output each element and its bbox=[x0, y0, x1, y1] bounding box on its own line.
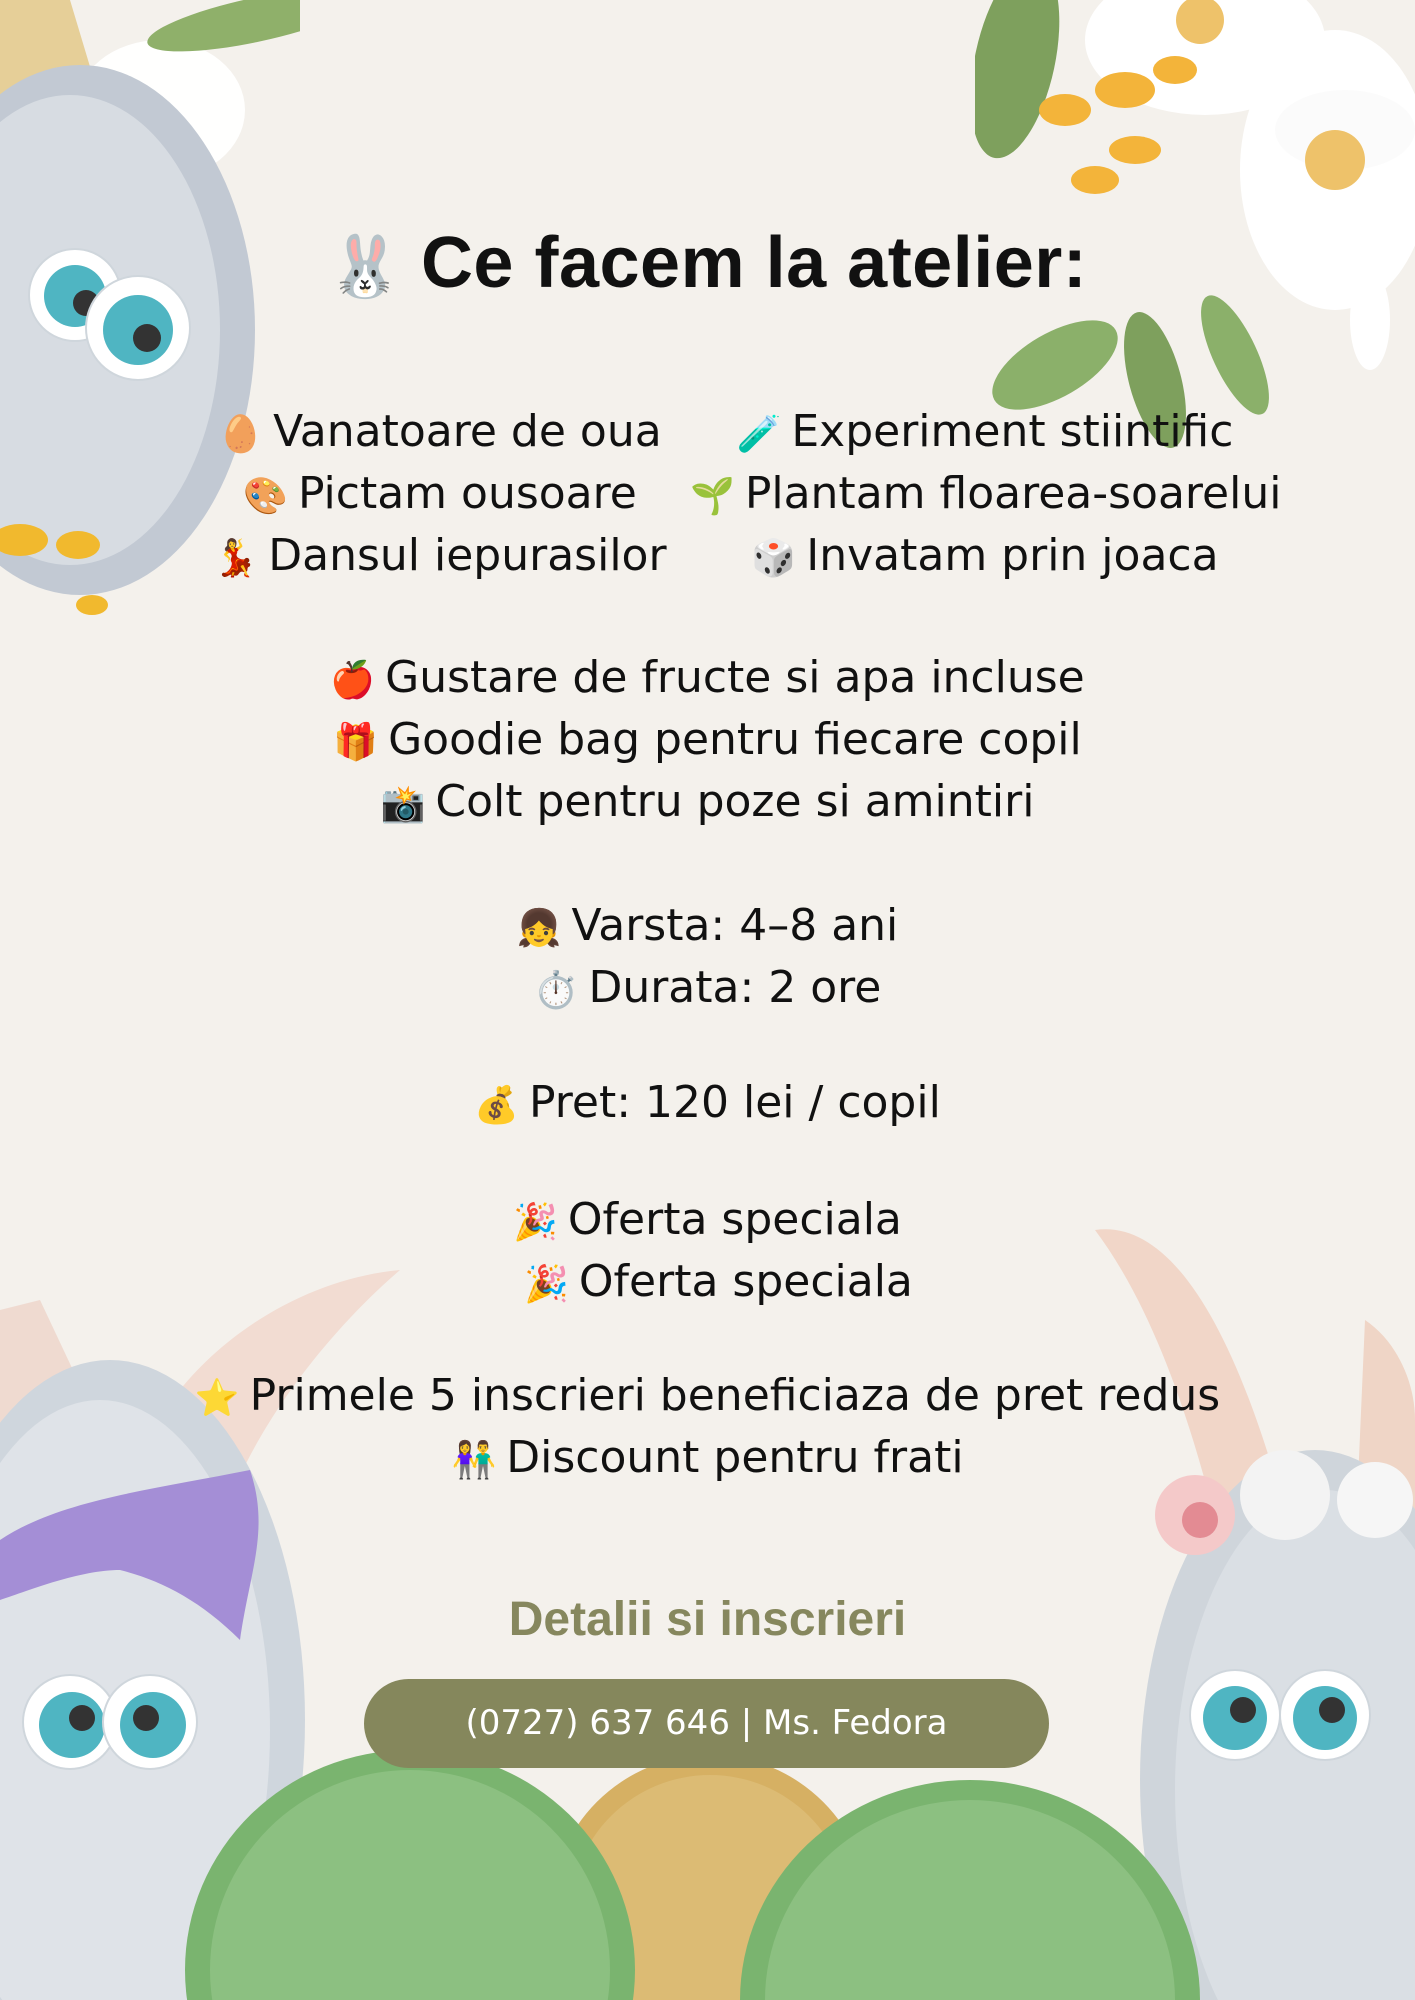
list-item-text: Oferta speciala bbox=[578, 1256, 913, 1307]
age-info bbox=[0, 896, 1415, 958]
list-item bbox=[0, 648, 1415, 710]
cta-heading: Detalii si inscrieri bbox=[508, 1593, 907, 1646]
list-item bbox=[690, 526, 1280, 588]
girl-icon: 👧 bbox=[516, 908, 562, 949]
party-popper-icon: 🎉 bbox=[524, 1264, 569, 1305]
dancer-icon: 💃 bbox=[213, 538, 259, 579]
list-item-text: Goodie bag pentru fiecare copil bbox=[388, 714, 1082, 765]
list-item-text: Dansul iepurasilor bbox=[268, 530, 667, 581]
list-item-text: Experiment stiintific bbox=[791, 406, 1234, 457]
bunny-icon: 🐰 bbox=[327, 233, 403, 300]
details-list bbox=[0, 896, 1415, 1020]
seedling-icon: 🌱 bbox=[690, 476, 735, 517]
list-item-text: Discount pentru frati bbox=[506, 1432, 964, 1483]
list-item bbox=[200, 526, 680, 588]
list-item bbox=[200, 464, 680, 526]
list-item-text: Plantam floarea-soarelui bbox=[744, 468, 1282, 519]
money-bag-icon: 💰 bbox=[474, 1085, 520, 1126]
siblings-icon: 👫 bbox=[451, 1440, 497, 1481]
list-item-text: Pictam ousoare bbox=[297, 468, 637, 519]
list-item bbox=[0, 710, 1415, 772]
test-tube-icon: 🧪 bbox=[736, 414, 782, 455]
list-item-text: Primele 5 inscrieri beneficiaza de pret redus bbox=[249, 1370, 1221, 1421]
price-info bbox=[0, 1073, 1415, 1135]
list-item-text: Gustare de fructe si apa incluse bbox=[385, 652, 1085, 703]
dice-icon: 🎲 bbox=[751, 538, 797, 579]
page-title bbox=[0, 222, 1415, 304]
list-item-text: Oferta speciala bbox=[567, 1194, 902, 1245]
contact-button[interactable]: (0727) 637 646 | Ms. Fedora bbox=[364, 1679, 1049, 1768]
page-title-text: Ce facem la atelier: bbox=[420, 223, 1088, 303]
camera-icon: 📸 bbox=[380, 784, 426, 825]
list-item bbox=[0, 1252, 1415, 1314]
list-item bbox=[200, 402, 680, 464]
activities-right-list bbox=[690, 402, 1280, 588]
included-list bbox=[0, 648, 1415, 834]
list-item bbox=[0, 1190, 1415, 1252]
stopwatch-icon: ⏱️ bbox=[533, 970, 579, 1011]
party-popper-icon: 🎉 bbox=[513, 1202, 558, 1243]
duration-text: Durata: 2 ore bbox=[588, 962, 882, 1013]
discounts-list bbox=[0, 1366, 1415, 1490]
list-item bbox=[0, 1428, 1415, 1490]
apple-icon: 🍎 bbox=[330, 660, 376, 701]
offers-list bbox=[0, 1190, 1415, 1314]
list-item-text: Invatam prin joaca bbox=[806, 530, 1219, 581]
egg-icon: 🥚 bbox=[218, 414, 264, 455]
list-item-text: Colt pentru poze si amintiri bbox=[435, 776, 1035, 827]
list-item-text: Vanatoare de oua bbox=[273, 406, 662, 457]
price-text: Pret: 120 lei / copil bbox=[529, 1077, 941, 1128]
star-icon: ⭐ bbox=[194, 1378, 240, 1419]
gift-icon: 🎁 bbox=[333, 722, 379, 763]
list-item bbox=[690, 402, 1280, 464]
list-item bbox=[0, 772, 1415, 834]
activities-left-list bbox=[200, 402, 680, 588]
palette-icon: 🎨 bbox=[243, 476, 288, 517]
duration-info bbox=[0, 958, 1415, 1020]
age-text: Varsta: 4–8 ani bbox=[571, 900, 899, 951]
bottom-eggs-illustration bbox=[180, 1730, 1220, 2000]
list-item bbox=[690, 464, 1280, 526]
list-item bbox=[0, 1366, 1415, 1428]
